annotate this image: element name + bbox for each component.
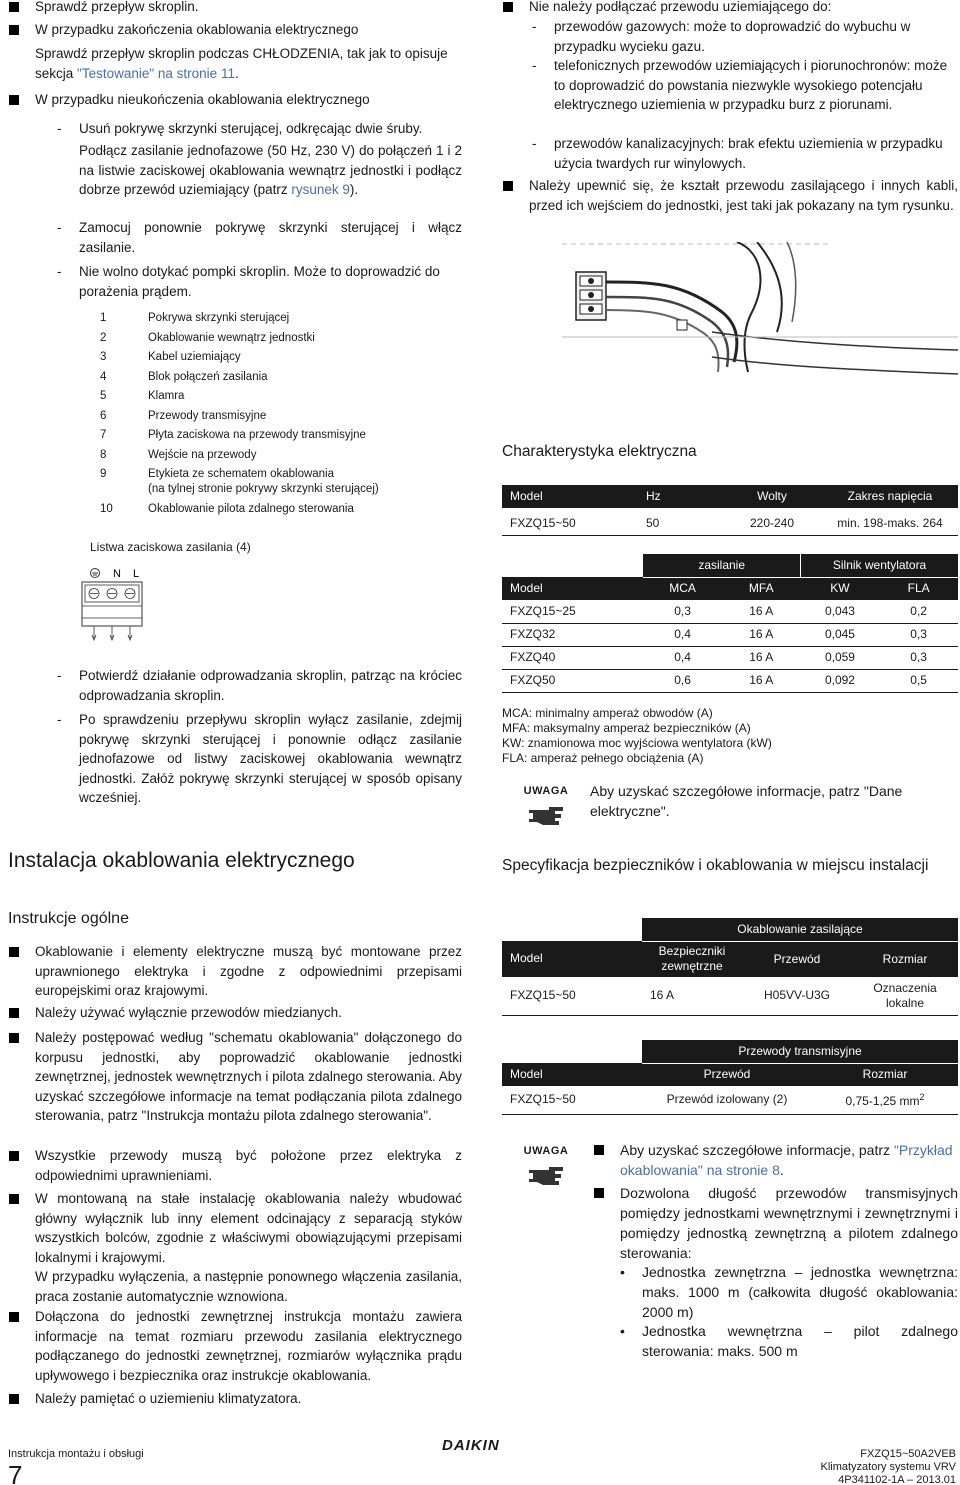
general-item: Okablowanie i elementy elektryczne muszą być montowane przez uprawnionego elektryka i zgodne z odpowiednimi przepisami europejskimi oraz krajowymi. — [8, 942, 462, 1001]
footer-right — [820, 1448, 956, 1485]
legend-row: 10 Okablowanie pilota zdalnego sterowania — [100, 502, 354, 515]
general-item: Należy pamiętać o uziemieniu klimatyzatora. — [8, 1389, 462, 1409]
subsection-general-instructions: Instrukcje ogólne — [8, 910, 129, 927]
testing-link[interactable]: "Testowanie" na stronie 11 — [77, 65, 235, 81]
table-group-header: Przewody transmisyjne — [502, 1040, 958, 1063]
table-row: FXZQ15~50 50 220-240 min. 198-maks. 264 — [502, 512, 958, 535]
pointing-hand-icon — [525, 802, 567, 828]
general-item: W montowaną na stałe instalację okablowania należy wbudować główny wyłącznik lub inny element odcinający z separacją styków wszystkich bolców, zgodnie z właściwymi obowiązującymi przepisami lokalnymi i krajowymi. W przypadku wyłączenia, a następnie ponownego włączenia zasilania, praca zostanie automatycznie wznowiona. — [8, 1189, 462, 1306]
wiring-complete-body: Sprawdź przepływ skroplin podczas CHŁODZENIA, tak jak to opisuje sekcja "Testowanie" na stronie 11. — [35, 46, 448, 81]
ground-item: - przewodów kanalizacyjnych: brak efektu uziemienia w przypadku użycia twardych rur winylowych. — [532, 134, 958, 173]
table-row: FXZQ50 0,6 16 A 0,092 0,5 — [502, 669, 958, 692]
dash-after-check: - Po sprawdzeniu przepływu skroplin wyłącz zasilanie, zdejmij pokrywę skrzynki sterującej i ponownie odłącz zasilanie jednofazowe od listwy zaciskowej okablowania wewnątrz jednostki. Załóż pokrywę skrzynki sterującej w sposób opisany wcześniej. — [57, 710, 462, 808]
table-row: FXZQ40 0,4 16 A 0,059 0,3 — [502, 646, 958, 669]
wiring-complete-title: W przypadku zakończenia okablowania elektrycznego — [35, 22, 359, 37]
wiring-complete-block — [8, 20, 462, 40]
check-drain-text: Sprawdź przepływ skroplin. — [35, 0, 199, 14]
figure-legend — [100, 311, 470, 521]
wiring-incomplete-title: W przypadku nieukończenia okablowania elektrycznego — [35, 92, 370, 107]
general-item: Należy postępować według "schematu okablowania" dołączonego do korpusu jednostki, aby poprowadzić okablowanie jednostki zewnętrznej, jednostek wewnętrznych i pilota zdalnego sterowania. Aby uzyskać szczegółowe informacje na temat podłączania pilota zdalnego sterowania, patrz "Instrukcja montażu pilota zdalnego sterowania". — [8, 1028, 462, 1126]
figure-9-link[interactable]: rysunek 9 — [291, 182, 350, 197]
dash-confirm-drain: - Potwierdź działanie odprowadzania skroplin, patrząc na króciec odprowadzania skroplin. — [57, 666, 462, 705]
note-badge: UWAGA — [516, 782, 576, 833]
table-header-row: Model Bezpieczniki zewnętrzne Przewód Rozmiar — [502, 941, 958, 977]
dash-remove-cover: - Usuń pokrywę skrzynki sterującej, odkręcając dwie śruby. — [57, 119, 462, 139]
fuse-spec-title: Specyfikacja bezpieczników i okablowania w miejscu instalacji — [502, 857, 929, 874]
terminal-label-n: N — [113, 568, 121, 580]
footer-model: FXZQ15~50A2VEB — [860, 1448, 956, 1460]
pointing-hand-icon — [525, 1162, 567, 1188]
daikin-logo: DAIKIN — [442, 1437, 500, 1454]
table-group-header: Okablowanie zasilające — [502, 918, 958, 941]
wiring-incomplete-title-row — [8, 90, 462, 110]
legend-row: 3 Kabel uziemiający — [100, 351, 241, 363]
legend-row: 4 Blok połączeń zasilania — [100, 370, 268, 383]
connect-power-text: Podłącz zasilanie jednofazowe (50 Hz, 230 V) do połączeń 1 i 2 na listwie zaciskowej okablowania wewnątrz jednostki i podłącz dobrze przewód uziemiający (patrz rysunek 9). — [79, 143, 462, 197]
electrical-table-2 — [502, 554, 958, 693]
ground-item: - przewodów gazowych: może to doprowadzić do wybuchu w przypadku wycieku gazu. — [532, 17, 958, 56]
electrical-table-1 — [502, 485, 958, 536]
dash-no-touch-pump: - Nie wolno dotykać pompki skroplin. Może to doprowadzić do porażenia prądem. — [57, 262, 462, 301]
note2-item: Dozwolona długość przewodów transmisyjnych pomiędzy jednostkami wewnętrznymi i zewnętrznymi i pomiędzy jednostką zewnętrzną a pilotem zdalnego sterowania: — [593, 1183, 958, 1263]
terminal-label-l: L — [133, 568, 140, 580]
legend-row: 8 Wejście na przewody — [100, 448, 257, 461]
length-item: • Jednostka zewnętrzna – jednostka wewnętrzna: maks. 1000 m (całkowita długość okablowania: 2000 m) — [620, 1264, 958, 1320]
note-text: Aby uzyskać szczegółowe informacje, patrz "Dane elektryczne". — [590, 783, 903, 819]
table-header-row: Model MCA MFA KW FLA — [502, 577, 958, 600]
legend-row: 9 Etykieta ze schematem okablowania (na tylnej stronie pokrywy skrzynki sterującej) — [100, 468, 379, 495]
section-title-electrical-wiring: Instalacja okablowania elektrycznego — [8, 849, 355, 872]
legend-row: 2 Okablowanie wewnątrz jednostki — [100, 331, 315, 344]
ground-item: - telefonicznych przewodów uziemiających i piorunochronów: może to doprowadzić do powstania niezwykle wysokiego potencjału elektrycznego uziemienia w przypadku burz z piorunami. — [532, 56, 958, 115]
abbreviations: MCA: minimalny amperaż obwodów (A) MFA: maksymalny amperaż bezpieczników (A) KW: znamionowa moc wyjściowa wentylatora (kW) FLA: amperaż pełnego obciążenia (A) — [502, 706, 772, 765]
legend-row: 1 Pokrywa skrzynki sterującej — [100, 312, 290, 324]
general-item: Dołączona do jednostki zewnętrznej instrukcja montażu zawiera informacje na temat rozmiaru przewodu zasilania elektrycznego podłączanego do jednostki zewnętrznej, rozmiarów wyłącznika prądu upływowego i bezpiecznika oraz instrukcje okablowania. — [8, 1307, 462, 1385]
length-item: • Jednostka wewnętrzna – pilot zdalnego sterowania: maks. 500 m — [620, 1323, 958, 1359]
dash-reattach-cover: - Zamocuj ponownie pokrywę skrzynki sterującej i włącz zasilanie. — [57, 218, 462, 257]
table-row: FXZQ15~50 16 A H05VV-U3G Oznaczenia lokalne — [502, 977, 958, 1015]
terminal-caption: Listwa zaciskowa zasilania (4) — [90, 540, 251, 554]
check-drain-item — [8, 0, 462, 17]
fuse-table — [502, 918, 958, 1016]
footer-left — [8, 1448, 144, 1485]
table-row: FXZQ15~25 0,3 16 A 0,043 0,2 — [502, 600, 958, 623]
footer-docid: 4P341102-1A – 2013.01 — [838, 1474, 956, 1485]
table-header-row: Model Przewód Rozmiar — [502, 1063, 958, 1086]
table-row: FXZQ32 0,4 16 A 0,045 0,3 — [502, 623, 958, 646]
electrical-characteristics-title: Charakterystyka elektryczna — [502, 443, 697, 460]
note-badge: UWAGA — [516, 1142, 576, 1193]
general-item: Należy używać wyłącznie przewodów miedzianych. — [8, 1003, 462, 1023]
legend-row: 5 Klamra — [100, 390, 185, 402]
terminal-block-diagram — [78, 560, 158, 650]
table-group-header: zasilanie Silnik wentylatora — [502, 554, 958, 577]
cable-routing-illustration — [562, 242, 958, 392]
footer-subtitle: Klimatyzatory systemu VRV — [820, 1461, 956, 1473]
general-item: Wszystkie przewody muszą być położone przez elektryka z odpowiednimi uprawnieniami. — [8, 1146, 462, 1185]
table-row: FXZQ15~50 Przewód izolowany (2) 0,75-1,25 $mm^2$ — [502, 1086, 958, 1114]
wiring-example-link[interactable]: "Przykład okablowania" na stronie 8 — [620, 1142, 953, 1178]
note2-item: Aby uzyskać szczegółowe informacje, patrz "Przykład okablowania" na stronie 8. — [593, 1140, 958, 1180]
page-number: 7 — [8, 1460, 23, 1485]
footer-manual-title: Instrukcja montażu i obsługi — [8, 1448, 144, 1460]
transmission-table — [502, 1040, 958, 1115]
legend-row: 6 Przewody transmisyjne — [100, 409, 267, 422]
table-header-row: Model Hz Wolty Zakres napięcia — [502, 485, 958, 508]
cable-shape-note: Należy upewnić się, że kształt przewodu zasilającego i innych kabli, przed ich wejściem do jednostki, jest taki jak pokazany na tym rysunku. — [502, 176, 958, 215]
legend-row: 7 Płyta zaciskowa na przewody transmisyjne — [100, 429, 366, 441]
ground-warning: Nie należy podłączać przewodu uziemiającego do: — [502, 0, 958, 17]
